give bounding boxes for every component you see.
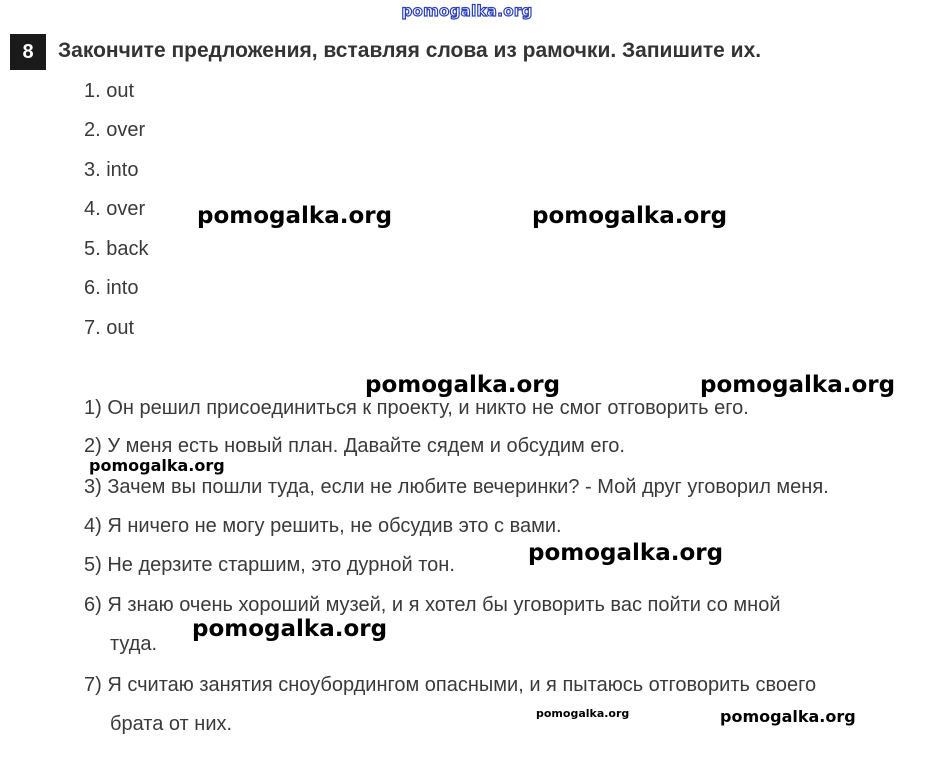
watermark: pomogalka.org (197, 203, 393, 229)
task-number-badge: 8 (10, 34, 46, 70)
sentence-6-continuation: туда. (110, 633, 158, 655)
top-watermark: pomogalka.org (401, 2, 533, 20)
answer-item-5: 5. back (84, 238, 149, 260)
answer-item-6: 6. into (84, 277, 139, 299)
sentence-2: 2) У меня есть новый план. Давайте сядем и обсудим его. (84, 435, 625, 457)
watermark: pomogalka.org (365, 372, 561, 398)
watermark: pomogalka.org (528, 540, 724, 566)
watermark: pomogalka.org (192, 616, 388, 642)
sentence-5: 5) Не дерзите старшим, это дурной тон. (84, 554, 455, 576)
answer-item-1: 1. out (84, 80, 135, 102)
watermark: pomogalka.org (532, 203, 728, 229)
watermark: pomogalka.org (720, 707, 856, 726)
sentence-4: 4) Я ничего не могу решить, не обсудив это с вами. (84, 515, 562, 537)
answer-item-4: 4. over (84, 198, 146, 220)
watermark: pomogalka.org (89, 456, 225, 475)
sentence-1: 1) Он решил присоединиться к проекту, и никто не смог отговорить его. (84, 397, 749, 419)
watermark: pomogalka.org (536, 707, 630, 720)
answer-item-2: 2. over (84, 119, 146, 141)
watermark: pomogalka.org (700, 372, 896, 398)
sentence-7-continuation: брата от них. (110, 713, 233, 735)
task-title: Закончите предложения, вставляя слова из рамочки. Запишите их. (58, 39, 762, 62)
sentence-6: 6) Я знаю очень хороший музей, и я хотел бы уговорить вас пойти со мной (84, 594, 781, 616)
sentence-7: 7) Я считаю занятия сноубордингом опасными, и я пытаюсь отговорить своего (84, 674, 817, 696)
sentence-3: 3) Зачем вы пошли туда, если не любите вечеринки? - Мой друг уговорил меня. (84, 476, 829, 498)
answer-item-3: 3. into (84, 159, 139, 181)
answer-item-7: 7. out (84, 317, 135, 339)
